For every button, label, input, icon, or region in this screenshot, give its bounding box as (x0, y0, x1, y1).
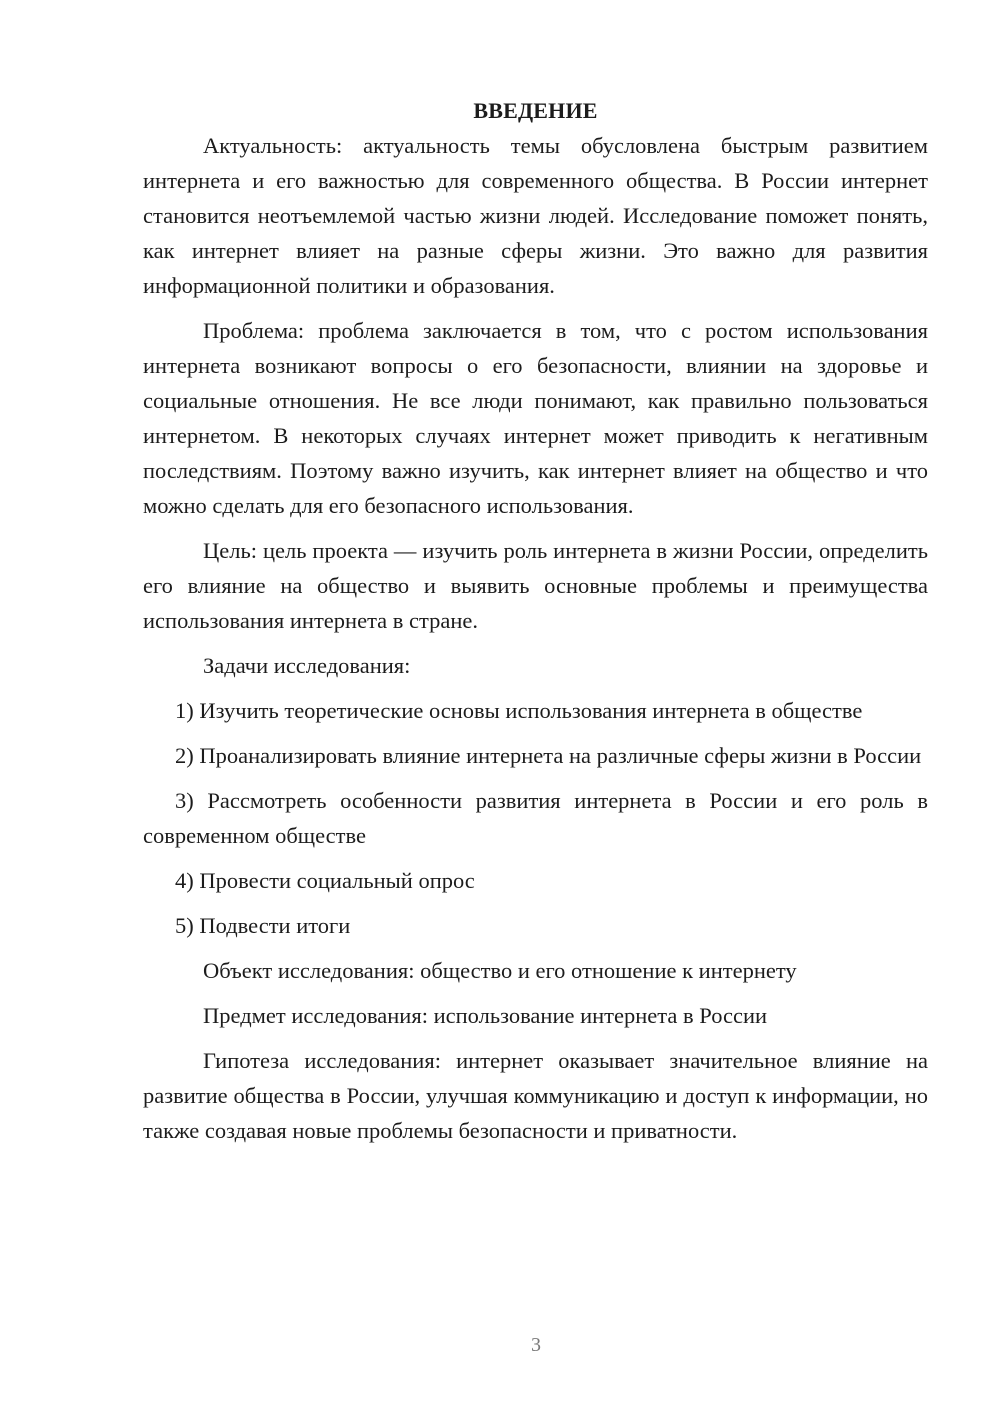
tasks-heading: Задачи исследования: (203, 653, 411, 678)
paragraph-object: Объект исследования: общество и его отношение к интернету (203, 958, 797, 983)
section-title: ВВЕДЕНИЕ (473, 98, 598, 123)
task-item-3: 3) Рассмотреть особенности развития интернета в России и его роль в современном обществе (143, 788, 928, 848)
task-item-2: 2) Проанализировать влияние интернета на различные сферы жизни в России (175, 743, 922, 768)
paragraph-goal: Цель: цель проекта — изучить роль интернета в жизни России, определить его влияние на общество и выявить основные проблемы и преимущества использования интернета в стране. (143, 538, 928, 633)
task-item-5: 5) Подвести итоги (175, 913, 351, 938)
page-number: 3 (531, 1334, 541, 1356)
task-item-1: 1) Изучить теоретические основы использования интернета в обществе (175, 698, 863, 723)
paragraph-subject: Предмет исследования: использование интернета в России (203, 1003, 768, 1028)
page-content (143, 93, 928, 1158)
paragraph-relevance: Актуальность: актуальность темы обусловлена быстрым развитием интернета и его важностью для современного общества. В России интернет становится неотъемлемой частью жизни людей. Исследование поможет понять, как интернет влияет на разные сферы жизни. Это важно для развития информационной политики и образования. (143, 133, 928, 298)
paragraph-problem: Проблема: проблема заключается в том, что с ростом использования интернета возникают вопросы о его безопасности, влиянии на здоровье и социальные отношения. Не все люди понимают, как правильно пользоваться интернетом. В некоторых случаях интернет может приводить к негативным последствиям. Поэтому важно изучить, как интернет влияет на общество и что можно сделать для его безопасного использования. (143, 318, 928, 518)
paragraph-hypothesis: Гипотеза исследования: интернет оказывает значительное влияние на развитие общества в России, улучшая коммуникацию и доступ к информации, но также создавая новые проблемы безопасности и приватности. (143, 1048, 928, 1143)
task-item-4: 4) Провести социальный опрос (175, 868, 475, 893)
